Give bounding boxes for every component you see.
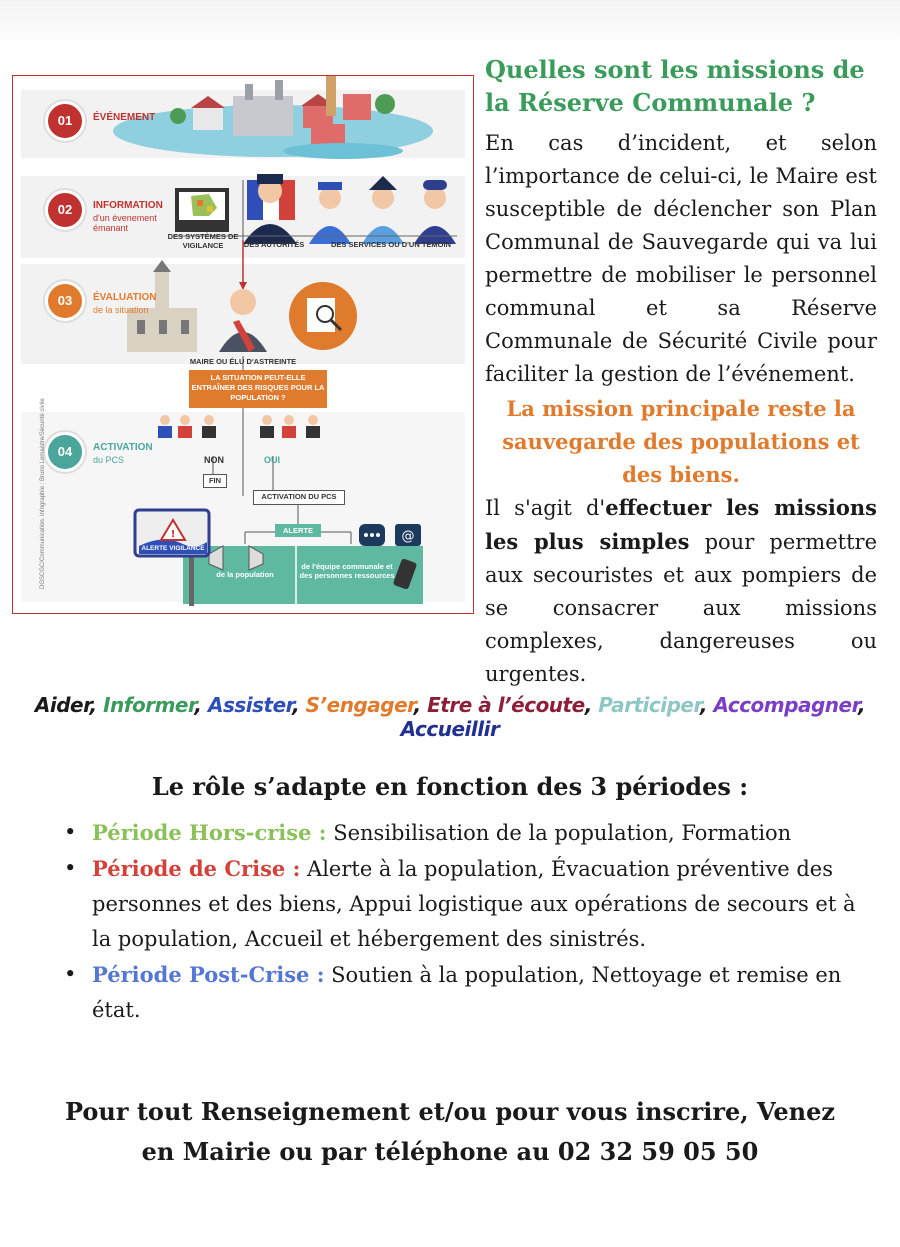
verb-sep: , — [699, 693, 714, 717]
page-top-shade — [0, 0, 900, 46]
contact-line-1: Pour tout Renseignement et/ou pour vous inscrire, Venez — [64, 1097, 835, 1126]
verb: Aider — [34, 693, 90, 717]
alerte-vigilance-label: ALERTE VIGILANCE — [141, 545, 205, 552]
chat-icon — [359, 524, 385, 546]
verb-sep: , — [413, 693, 428, 717]
period-item — [64, 815, 864, 851]
step-01-title: ÉVÉNEMENT — [93, 112, 156, 123]
simple-missions-paragraph — [485, 491, 877, 691]
verb-sep: , — [89, 693, 104, 717]
step-04-badge: 04 — [45, 432, 85, 472]
simple-bold: effectuer les missions les plus simples — [485, 495, 877, 554]
email-icon — [395, 524, 421, 546]
answer-non: NON — [204, 455, 224, 465]
answer-oui: OUI — [263, 455, 280, 465]
source-vigilance: DES SYSTÈMES DE VIGILANCE — [167, 232, 239, 250]
verb: Accueillir — [400, 717, 500, 741]
step-02-title: INFORMATION — [93, 200, 163, 211]
step-02-badge: 02 — [45, 190, 85, 230]
intro-paragraph: En cas d’incident, et selon l’importance de celui-ci, le Maire est susceptible de déclencher son Plan Communal de Sauvegarde qui va lui permettre de mobiliser le personnel communal et sa Réserve Communale de Sécurité Civile pour faciliter la gestion de l’événement. — [485, 131, 877, 386]
source-authorities: DES AUTORITÉS — [243, 240, 305, 249]
main-mission: La mission principale reste la sauvegarde des populations et des biens. — [502, 396, 860, 487]
verb-sep: , — [194, 693, 208, 717]
period-text: Sensibilisation de la population, Formation — [326, 821, 792, 845]
infographic-credit: DGSCGC/Communication. Infographie : Bruno Lemaistre/Sécurité civile — [40, 398, 46, 589]
source-services: DES SERVICES OU D'UN TÉMOIN — [331, 240, 451, 249]
fin-box: FIN — [203, 474, 227, 488]
verb: Participer — [598, 693, 700, 717]
to-team: de l'équipe communale et des personnes ressources — [299, 562, 395, 580]
contact-info — [60, 1092, 840, 1172]
simple-pre: Il s'agit d' — [485, 496, 606, 520]
verb: Etre à l’écoute — [427, 693, 585, 717]
period-text: Soutien à la population, Nettoyage et remise en état. — [92, 963, 842, 1022]
step-03-title: ÉVALUATION — [93, 292, 157, 303]
verb: Assister — [207, 693, 293, 717]
verb-sep: , — [584, 693, 599, 717]
step-03-badge: 03 — [45, 281, 85, 321]
verb-sep: , — [858, 693, 866, 717]
periods-list — [64, 815, 864, 1028]
period-label: Période Hors-crise : — [92, 820, 327, 845]
step-04-title: ACTIVATION — [93, 442, 153, 453]
period-item — [64, 957, 864, 1028]
verb: S’engager — [305, 693, 414, 717]
svg-text:!: ! — [170, 529, 176, 540]
pcs-infographic — [12, 75, 474, 614]
evaluation-illustration — [127, 240, 357, 370]
step-01-badge: 01 — [45, 101, 85, 141]
step-04-sub: du PCS — [93, 455, 125, 465]
to-population: de la population — [216, 570, 274, 579]
simple-post: pour permettre aux secouristes et aux pompiers de se consacrer aux missions complexes, dangereuses ou urgentes. — [485, 530, 877, 686]
step-02-sub: d'un évenement émanant — [93, 213, 157, 233]
flood-illustration — [113, 76, 433, 159]
risk-question: LA SITUATION PEUT-ELLE ENTRAÎNER DES RISQUES POUR LA POPULATION ? — [189, 370, 327, 408]
verb: Accompagner — [713, 693, 858, 717]
roles-title: Le rôle s’adapte en fonction des 3 périodes : — [151, 772, 749, 801]
step-03-sub: de la situation — [93, 305, 149, 315]
period-text: Alerte à la population, Évacuation préventive des personnes et des biens, Appui logistique aux opérations de secours et à la population, Accueil et hébergement des sinistrés. — [92, 857, 856, 951]
illustrations — [13, 76, 473, 613]
svg-text:@: @ — [401, 529, 415, 544]
alerte-box: ALERTE — [275, 524, 321, 537]
period-label: Période Post-Crise : — [92, 962, 325, 987]
verb: Informer — [103, 693, 195, 717]
action-verbs — [0, 693, 900, 741]
verb-sep: , — [292, 693, 306, 717]
activation-box: ACTIVATION DU PCS — [253, 490, 345, 505]
mayor-label: MAIRE OU ÉLU D'ASTREINTE — [189, 357, 297, 366]
missions-heading: Quelles sont les missions de la Réserve Communale ? — [485, 55, 865, 117]
period-label: Période de Crise : — [92, 856, 301, 881]
period-item — [64, 851, 864, 957]
contact-line-2: en Mairie ou par téléphone au 02 32 59 05 50 — [141, 1137, 759, 1166]
